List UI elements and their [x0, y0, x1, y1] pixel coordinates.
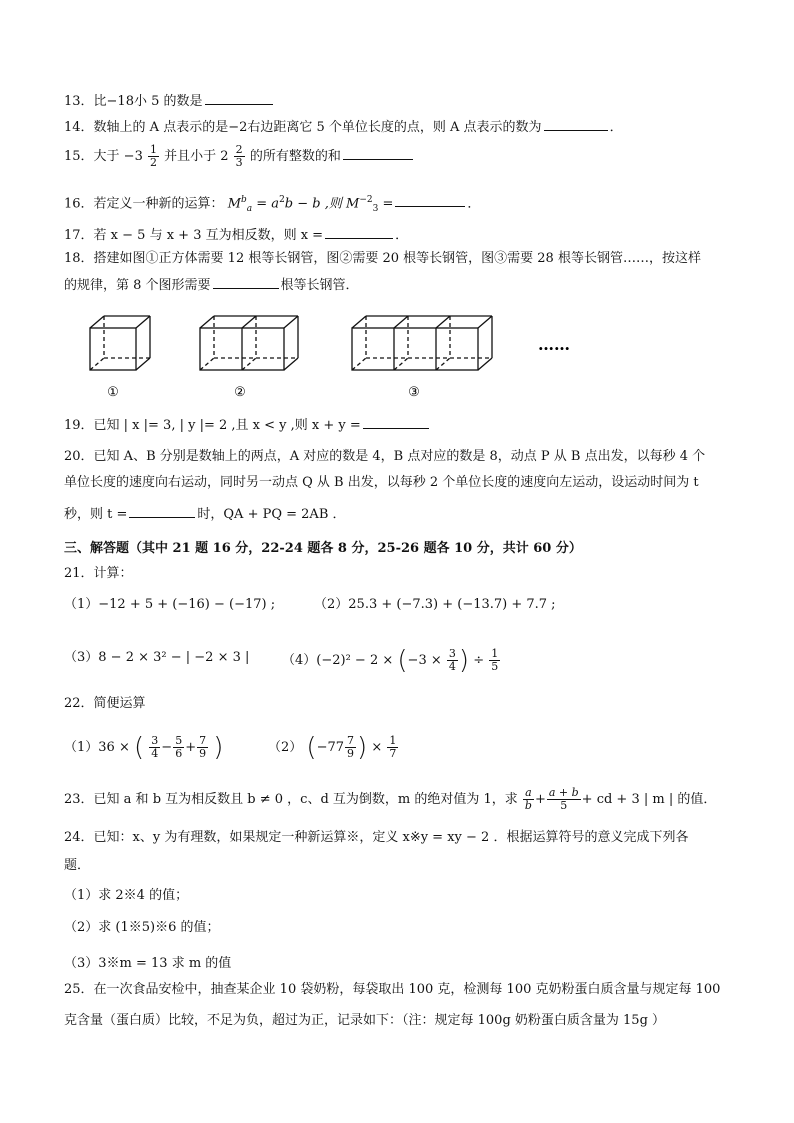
question-18-text: 18．搭建如图①正方体需要 12 根等长钢管，图②需要 20 根等长钢管，图③需要 28 根等长钢管……，按这样	[64, 251, 701, 266]
part-1-text: （1）求 2※4 的值；	[64, 888, 189, 903]
section-3-heading	[64, 539, 582, 559]
question-22-text: 22．简便运算	[64, 696, 146, 711]
question-20-line-1	[64, 447, 705, 467]
denominator: 5	[560, 799, 568, 812]
paren-left: (	[306, 732, 317, 763]
numerator: 1	[389, 734, 397, 747]
fraction	[345, 735, 356, 760]
section-title: 三、解答题（其中 21 题 16 分，22-24 题各 8 分，25-26 题各 10 分，共计 60 分）	[64, 541, 582, 556]
numerator: 5	[175, 734, 183, 747]
question-22-part-2	[268, 732, 399, 763]
answer-blank[interactable]	[544, 116, 608, 131]
denominator: 4	[151, 747, 159, 760]
answer-blank[interactable]	[129, 503, 195, 518]
question-24-line-2	[64, 856, 90, 876]
question-24-part-3	[64, 954, 231, 974]
denominator: b	[524, 799, 532, 812]
fraction	[173, 735, 184, 760]
question-20-text: 20．已知 A、B 分别是数轴上的两点，A 对应的数是 4，B 点对应的数是 8，动点 P 从 B 点出发，以每秒 4 个	[64, 449, 706, 464]
question-17	[64, 224, 408, 246]
question-13	[64, 90, 275, 112]
numerator: a + b	[548, 786, 579, 799]
denominator: 4	[448, 660, 456, 673]
period: ．	[609, 120, 623, 135]
question-25-line-2	[64, 1011, 665, 1031]
cube-figure-2	[200, 316, 298, 370]
question-24-line-1	[64, 828, 688, 848]
question-15	[64, 144, 415, 169]
question-15-pre: 15．大于 −3	[64, 149, 143, 164]
denominator: 2	[149, 156, 157, 169]
question-21-part-2	[314, 595, 556, 615]
paren-right: )	[357, 732, 368, 763]
question-25-text: 25．在一次食品安检中，抽查某企业 10 袋奶粉，每袋取出 100 克，检测每 100 克奶粉蛋白质含量与规定每 100	[64, 982, 721, 997]
formula-eq: = a	[252, 196, 280, 212]
question-17-text: 17．若 x − 5 与 x + 3 互为相反数，则 x =	[64, 228, 324, 243]
numerator: 3	[448, 647, 456, 660]
answer-blank[interactable]	[325, 224, 393, 239]
question-20-text: 秒，则 t =	[64, 507, 128, 522]
question-21-part-1	[64, 595, 275, 615]
fraction	[523, 787, 534, 812]
denominator: 9	[199, 747, 207, 760]
question-23	[64, 787, 716, 812]
answer-blank[interactable]	[205, 90, 273, 105]
fraction	[387, 735, 398, 760]
part-4-text: （4）(−2)² − 2 ×	[282, 653, 394, 668]
part-1-text: （1）−12 + 5 + (−16) − (−17) ;	[64, 597, 276, 612]
denominator: 9	[347, 747, 355, 760]
answer-blank[interactable]	[395, 192, 465, 207]
subscript: a	[246, 203, 253, 214]
superscript: 2	[279, 195, 285, 205]
numerator: 1	[149, 143, 157, 156]
question-21-title	[64, 564, 133, 584]
cube-figure-3	[352, 316, 492, 370]
superscript: b	[241, 195, 247, 205]
cube-figure-1	[90, 316, 150, 370]
denominator: 5	[491, 660, 499, 673]
paren-right: )	[458, 645, 470, 676]
question-19	[64, 414, 431, 436]
question-18-line-1	[64, 249, 701, 269]
numerator: 7	[199, 734, 207, 747]
question-15-post: 的所有整数的和	[249, 149, 341, 164]
part-3-text: （3）3※m = 13 求 m 的值	[64, 956, 232, 971]
figure-label-1: ①	[107, 385, 119, 400]
question-19-text: 19．已知 | x |= 3, | y |= 2 ,且 x < y ,则 x + y =	[64, 418, 361, 433]
question-23-text: 23．已知 a 和 b 互为相反数且 b ≠ 0 ，c、d 互为倒数，m 的绝对值为 1，求	[64, 792, 518, 807]
part-2-text: （2）25.3 + (−7.3) + (−13.7) + 7.7 ;	[314, 597, 556, 612]
question-24-text: 题．	[64, 858, 91, 873]
question-16-pre: 16．若定义一种新的运算：	[64, 196, 224, 212]
denominator: 3	[235, 156, 243, 169]
cube-figure	[80, 310, 620, 402]
numerator: 7	[347, 734, 355, 747]
equals: =	[378, 196, 394, 212]
period: ．	[467, 196, 481, 212]
question-22-part-1: （1）36 × ( $\frac{3}{4}$ − $\frac{5}{6}$ + $\frac{7}{9}$ )	[64, 732, 224, 763]
fraction	[447, 648, 458, 673]
paren-left: (	[397, 645, 408, 676]
part-1-text: （1）36 ×	[64, 740, 130, 755]
formula-rest: b − b ,则 M	[284, 196, 360, 212]
question-24-text: 24．已知：x、y 为有理数，如果规定一种新运算※，定义 x※y = xy − 2 ．根据运算符号的意义完成下列各	[64, 830, 689, 845]
part-4-inner: −3 ×	[407, 653, 442, 668]
question-21-part-4	[282, 645, 501, 676]
paren-left: (	[133, 732, 145, 763]
question-14-text: 14．数轴上的 A 点表示的是−2右边距离它 5 个单位长度的点，则 A 点表示的数为	[64, 120, 542, 135]
times-sign: ×	[371, 740, 383, 755]
question-16	[64, 190, 480, 219]
mixed-number-whole: −77	[316, 740, 345, 755]
question-20-line-2	[64, 473, 699, 493]
question-15-mid: 并且小于 2	[164, 149, 229, 164]
question-24-part-2	[64, 918, 220, 938]
answer-blank[interactable]	[213, 274, 279, 289]
question-25-line-1	[64, 980, 720, 1000]
fraction	[547, 787, 581, 812]
subscript: 3	[372, 203, 379, 214]
question-18-text: 的规律，第 8 个图形需要	[64, 278, 211, 293]
formula-symbol: M	[227, 196, 241, 212]
numerator: 3	[151, 734, 159, 747]
numerator: 1	[491, 647, 499, 660]
question-22-title	[64, 694, 146, 714]
question-20-text: 时，QA + PQ = 2AB ．	[197, 507, 346, 522]
denominator: 7	[389, 747, 397, 760]
fraction	[234, 144, 245, 169]
plus-sign: +	[534, 792, 546, 807]
fraction	[197, 735, 208, 760]
fraction	[149, 735, 160, 760]
paren-right: )	[213, 732, 224, 763]
answer-blank[interactable]	[343, 145, 413, 160]
question-18-text: 根等长钢管．	[280, 278, 359, 293]
figure-ellipsis: ……	[538, 335, 570, 354]
question-20-text: 单位长度的速度向右运动，同时另一动点 Q 从 B 出发，以每秒 2 个单位长度的速度向左运动，设运动时间为 t	[64, 475, 699, 490]
numerator: 2	[235, 143, 243, 156]
figure-label-3: ③	[408, 385, 420, 400]
question-18-line-2	[64, 274, 359, 296]
divide-sign: ÷	[473, 653, 485, 668]
fraction	[489, 648, 500, 673]
figure-label-2: ②	[234, 385, 246, 400]
superscript: −2	[359, 195, 373, 205]
part-2-text: （2）求 (1※5)※6 的值；	[64, 920, 220, 935]
question-25-text: 克含量（蛋白质）比较，不足为负，超过为正，记录如下：（注：规定每 100g 奶粉蛋白质含量为 15g ）	[64, 1013, 666, 1028]
denominator: 6	[175, 747, 183, 760]
question-23-text: + cd + 3 | m | 的值．	[581, 792, 717, 807]
numerator: a	[525, 786, 532, 799]
question-14	[64, 116, 623, 138]
question-21-part-3	[64, 648, 249, 668]
question-13-text: 13．比−18小 5 的数是	[64, 94, 203, 109]
part-2-text: （2）	[268, 740, 303, 755]
part-3-text: （3）8 − 2 × 3² − | −2 × 3 |	[64, 650, 250, 665]
question-24-part-1	[64, 886, 188, 906]
question-21-text: 21．计算：	[64, 566, 133, 581]
period: ．	[395, 228, 409, 243]
question-20-line-3	[64, 503, 346, 525]
fraction	[148, 144, 159, 169]
answer-blank[interactable]	[363, 414, 429, 429]
